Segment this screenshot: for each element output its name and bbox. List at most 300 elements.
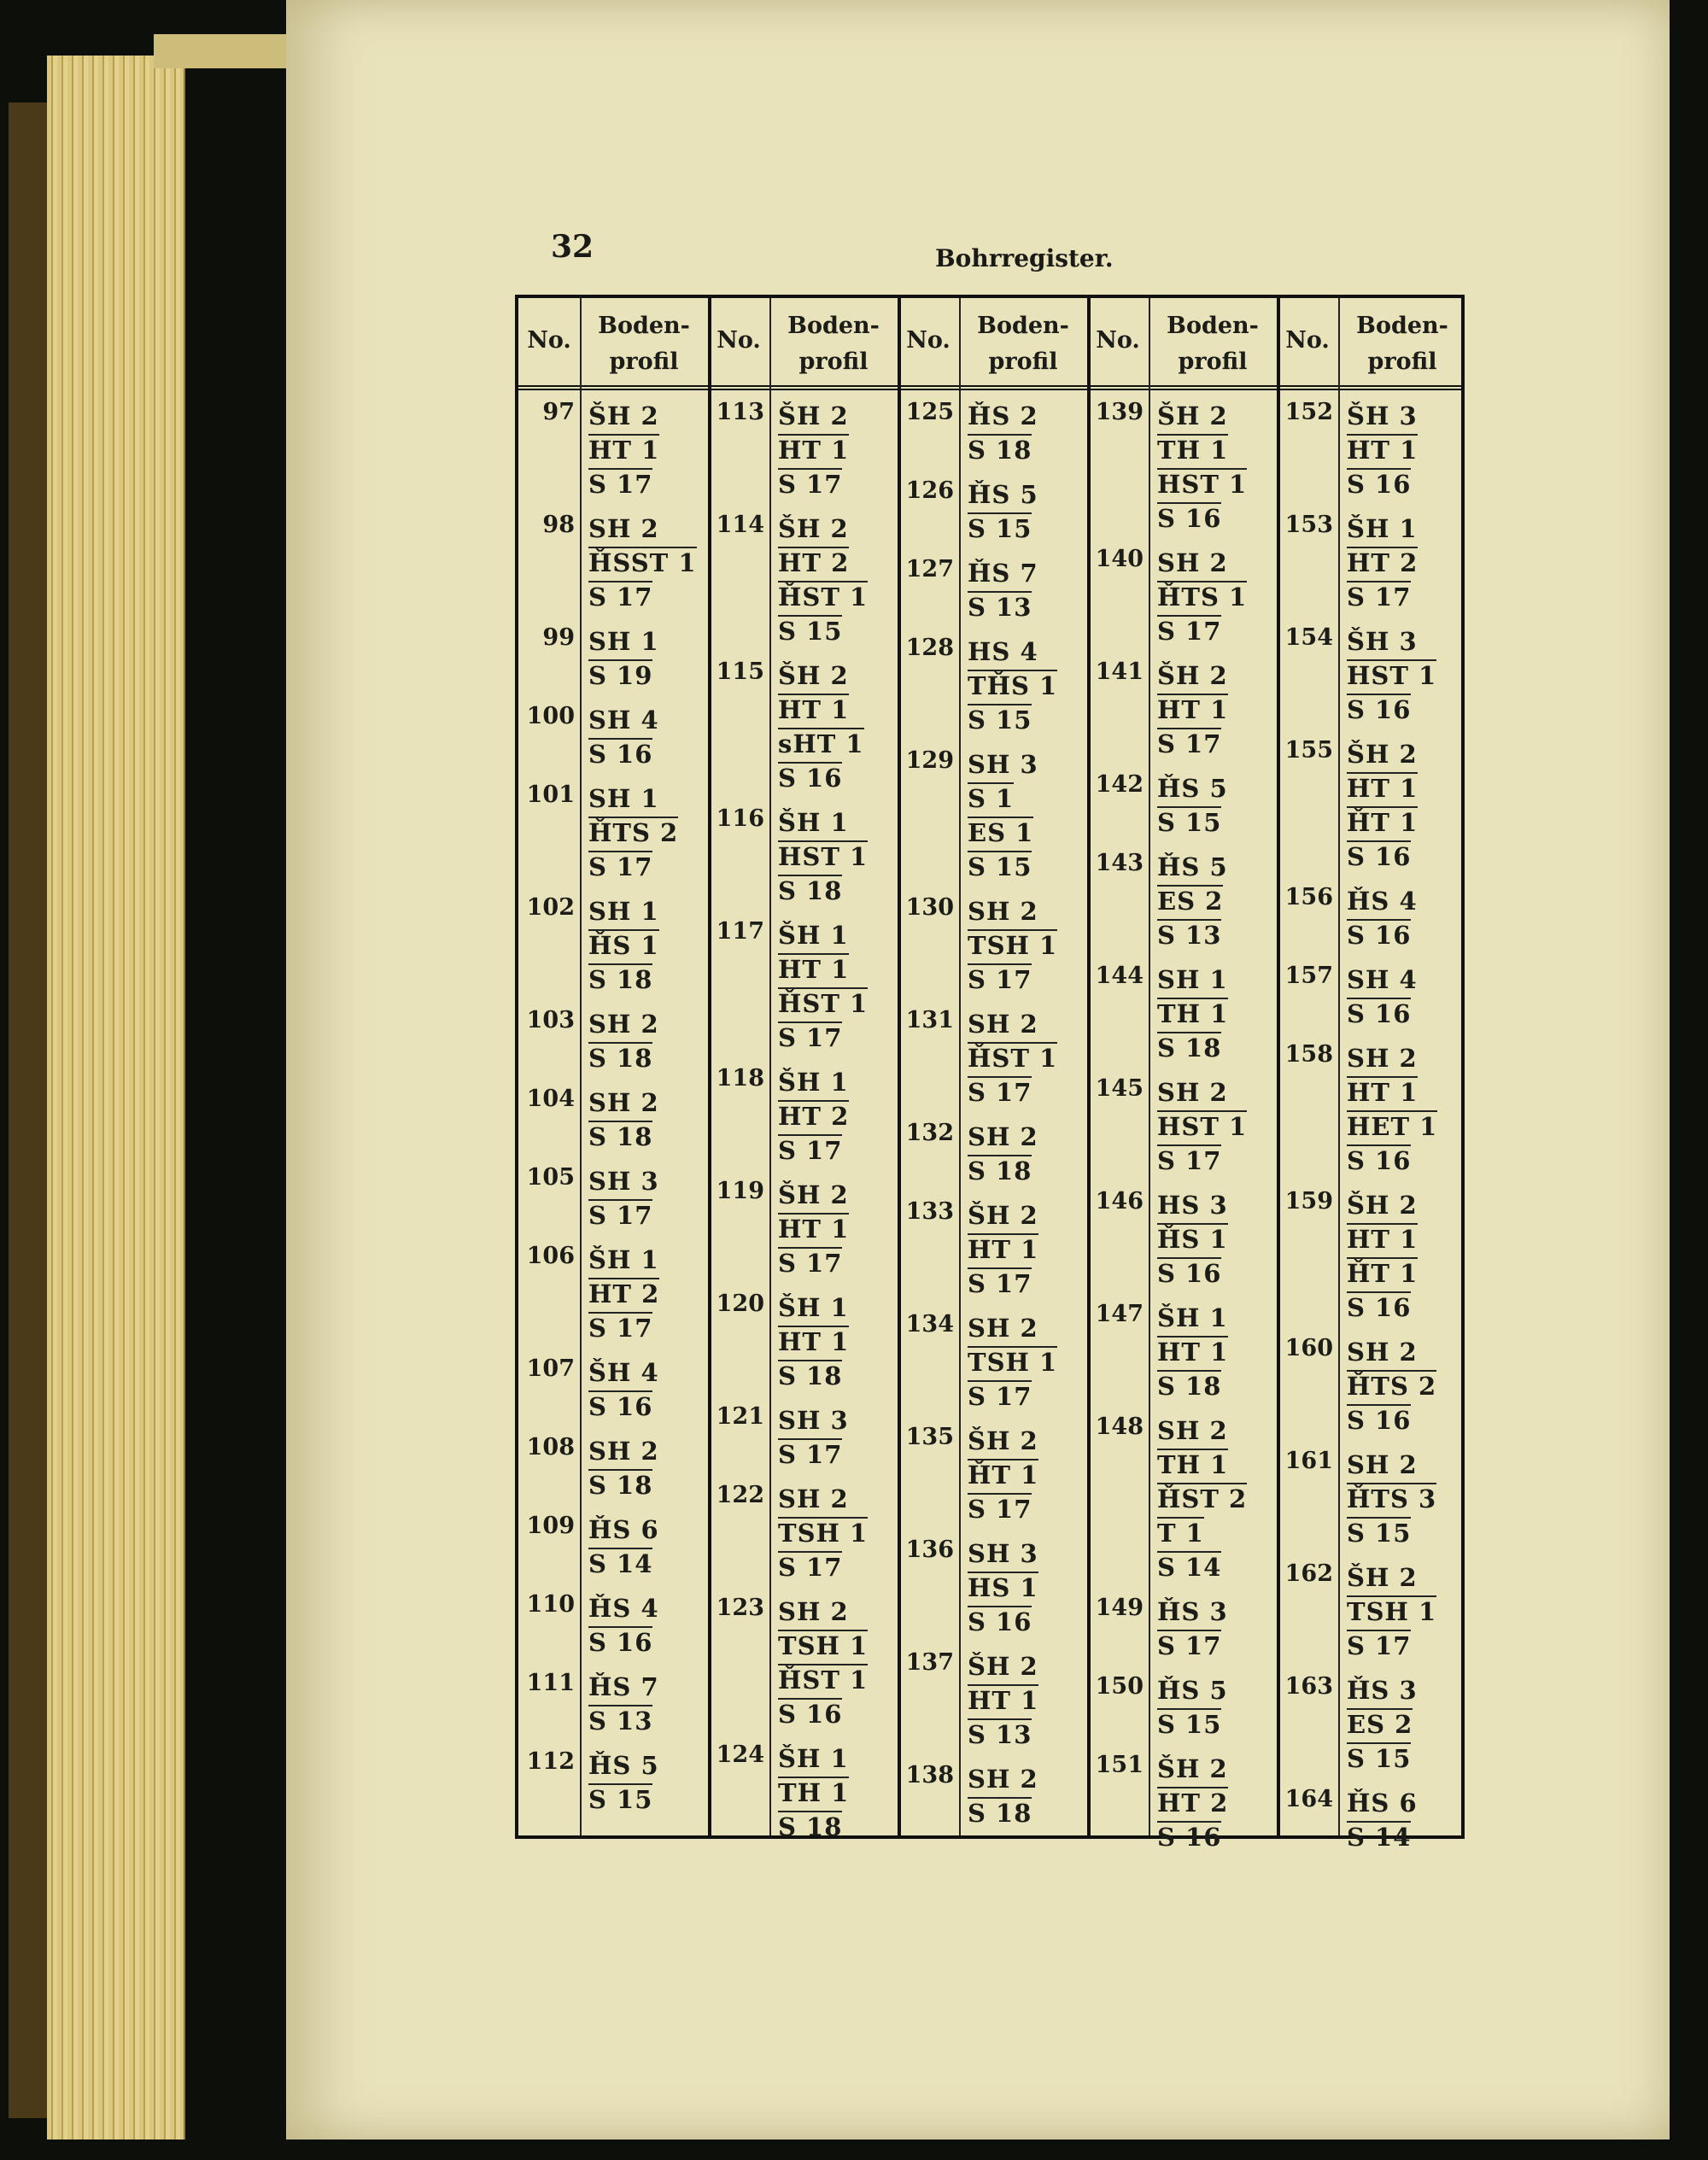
soil-layer: TSH 1	[778, 1631, 869, 1660]
soil-layer: HT 2	[588, 1279, 660, 1308]
soil-layer: S 17	[1157, 1631, 1222, 1660]
soil-layer: S 18	[778, 876, 843, 905]
soil-layer: ŠH 4	[588, 1358, 659, 1387]
soil-layer: ŠH 2	[968, 1426, 1038, 1455]
soil-layer: ŠH 1	[778, 921, 849, 950]
entry-number: 135	[905, 1424, 954, 1450]
register-entry	[708, 1595, 898, 1729]
soil-profile	[968, 1120, 1085, 1188]
register-entry	[1087, 1673, 1277, 1739]
soil-layer: ȞS 5	[1157, 1676, 1228, 1705]
soil-layer: S 16	[1347, 470, 1412, 499]
entry-number: 112	[526, 1748, 575, 1775]
soil-layer: SH 2	[1157, 1416, 1228, 1445]
register-entry	[898, 1649, 1087, 1749]
register-entry	[518, 512, 708, 612]
register-entry	[898, 1120, 1087, 1185]
soil-layer: TH 1	[1157, 999, 1229, 1028]
register-entry	[1087, 1414, 1277, 1582]
soil-layer: S 17	[1157, 617, 1222, 646]
entry-number: 101	[526, 781, 575, 808]
soil-profile	[968, 894, 1085, 997]
header-no: No.	[1096, 327, 1140, 354]
register-entry	[1087, 1595, 1277, 1660]
entry-number: 119	[716, 1178, 764, 1204]
soil-layer: S 16	[968, 1607, 1032, 1636]
soil-layer: S 16	[588, 740, 653, 769]
soil-layer: HT 1	[1157, 695, 1229, 724]
entry-number: 163	[1284, 1673, 1333, 1700]
register-entry	[518, 1164, 708, 1230]
soil-layer: ȞST 1	[778, 989, 869, 1018]
soil-layer: ȞT 1	[1347, 808, 1418, 837]
entry-number: 134	[905, 1311, 954, 1338]
soil-profile	[1157, 1414, 1275, 1584]
entry-number: 142	[1095, 771, 1144, 798]
soil-layer: S 17	[588, 470, 653, 499]
soil-layer: TȞS 1	[968, 671, 1058, 700]
register-entry	[708, 805, 898, 905]
register-entry	[1277, 1448, 1466, 1548]
soil-profile	[968, 1311, 1085, 1414]
soil-layer: S 16	[588, 1628, 653, 1657]
soil-layer: S 15	[588, 1785, 653, 1814]
entry-number: 113	[716, 399, 764, 425]
soil-profile	[968, 1424, 1085, 1526]
soil-layer: SH 2	[588, 1010, 659, 1039]
entry-number: 123	[716, 1595, 764, 1621]
soil-layer: S 16	[1347, 1406, 1412, 1435]
soil-layer: S 17	[588, 1314, 653, 1343]
entry-number: 121	[716, 1403, 764, 1430]
soil-profile	[968, 1649, 1085, 1752]
soil-layer: ȞS 7	[968, 559, 1038, 588]
soil-profile	[1157, 963, 1275, 1065]
entry-number: 160	[1284, 1335, 1333, 1361]
soil-profile	[1347, 399, 1465, 501]
soil-layer: HT 1	[968, 1235, 1039, 1264]
soil-layer: S 16	[1347, 1146, 1412, 1175]
register-entry	[1087, 850, 1277, 950]
soil-layer: S 15	[968, 514, 1032, 543]
soil-layer: ŠH 2	[1347, 740, 1418, 769]
soil-profile	[588, 1591, 706, 1660]
soil-layer: ȞTS 1	[1157, 582, 1248, 612]
soil-layer: HT 2	[778, 548, 850, 577]
soil-layer: ŠH 2	[1157, 1754, 1228, 1783]
soil-layer: S 15	[778, 617, 843, 646]
register-entry	[708, 1065, 898, 1165]
entry-number: 146	[1095, 1188, 1144, 1215]
soil-layer: ȞS 1	[1157, 1225, 1228, 1254]
entry-number: 141	[1095, 659, 1144, 685]
register-entry	[708, 512, 898, 646]
soil-layer: sHT 1	[778, 729, 864, 758]
soil-layer: S 16	[1157, 1259, 1222, 1288]
soil-layer: S 16	[778, 1700, 843, 1729]
soil-layer: S 17	[778, 1136, 843, 1165]
soil-layer: S 18	[778, 1361, 843, 1390]
register-entry	[708, 1291, 898, 1390]
soil-layer: ȞST 2	[1157, 1484, 1248, 1513]
register-entry	[898, 1198, 1087, 1298]
soil-layer: ȞS 3	[1157, 1597, 1228, 1626]
soil-profile	[1157, 1673, 1275, 1741]
soil-layer: S 18	[588, 1122, 653, 1151]
register-entry	[1087, 399, 1277, 533]
register-entry	[1087, 1752, 1277, 1852]
register-entry	[1277, 1041, 1466, 1175]
register-entry	[708, 1741, 898, 1841]
soil-layer: S 17	[1157, 729, 1222, 758]
soil-layer: ŠH 1	[778, 1744, 849, 1773]
header-no: No.	[717, 327, 761, 354]
entry-number: 145	[1095, 1075, 1144, 1102]
soil-layer: SH 3	[778, 1406, 849, 1435]
soil-layer: HT 1	[778, 436, 850, 465]
entry-number: 106	[526, 1243, 575, 1269]
entry-number: 120	[716, 1291, 764, 1317]
soil-layer: S 17	[778, 1249, 843, 1278]
soil-layer: TSH 1	[778, 1519, 869, 1548]
soil-layer: S 18	[588, 965, 653, 994]
entry-number: 99	[542, 624, 575, 651]
register-entry	[518, 1086, 708, 1151]
soil-layer: ȞS 5	[968, 480, 1038, 509]
soil-profile	[588, 1434, 706, 1502]
soil-layer: S 16	[778, 764, 843, 793]
soil-layer: HST 1	[1157, 1112, 1248, 1141]
soil-profile	[968, 1537, 1085, 1639]
soil-layer: ŠH 1	[1157, 1303, 1228, 1332]
soil-layer: SH 2	[588, 1437, 659, 1466]
register-entry	[898, 1007, 1087, 1107]
register-entry	[1277, 963, 1466, 1028]
soil-profile	[968, 1762, 1085, 1830]
soil-layer: ŠH 3	[1347, 401, 1418, 430]
soil-layer: HST 1	[778, 842, 869, 871]
header-bodenprofil-line1: Boden-	[1356, 313, 1448, 339]
entry-number: 105	[526, 1164, 575, 1191]
entry-number: 162	[1284, 1560, 1333, 1587]
soil-layer: S 1	[968, 784, 1015, 813]
entry-number: 107	[526, 1355, 575, 1382]
register-entry	[518, 894, 708, 994]
soil-layer: TH 1	[1157, 436, 1229, 465]
entry-number: 133	[905, 1198, 954, 1225]
soil-layer: HT 1	[968, 1686, 1039, 1715]
register-entry	[708, 1178, 898, 1278]
soil-layer: S 18	[1157, 1372, 1222, 1401]
soil-layer: S 17	[968, 965, 1032, 994]
bore-register-table	[515, 295, 1465, 1852]
soil-layer: S 16	[1157, 504, 1222, 533]
header-bodenprofil-line2: profil	[988, 348, 1058, 375]
soil-profile	[968, 635, 1085, 737]
soil-layer: ȞSST 1	[588, 548, 697, 577]
soil-layer: S 16	[1347, 1293, 1412, 1322]
entry-number: 148	[1095, 1414, 1144, 1440]
entry-number: 137	[905, 1649, 954, 1676]
soil-layer: HT 1	[778, 1215, 850, 1244]
soil-profile	[778, 1403, 896, 1472]
soil-layer: S 14	[1157, 1553, 1222, 1582]
soil-layer: S 18	[778, 1812, 843, 1841]
soil-layer: S 17	[1157, 1146, 1222, 1175]
soil-profile	[778, 918, 896, 1055]
header-no: No.	[527, 327, 571, 354]
soil-layer: HT 1	[778, 1327, 850, 1356]
entry-number: 139	[1095, 399, 1144, 425]
soil-layer: S 15	[968, 852, 1032, 881]
soil-layer: HST 1	[1157, 470, 1248, 499]
soil-layer: ȞTS 2	[1347, 1372, 1437, 1401]
entry-number: 164	[1284, 1786, 1333, 1812]
soil-layer: S 13	[1157, 921, 1222, 950]
entry-number: 98	[542, 512, 575, 538]
header-bodenprofil-line2: profil	[1178, 348, 1248, 375]
header-bodenprofil-line2: profil	[609, 348, 679, 375]
soil-profile	[588, 512, 706, 614]
entry-number: 97	[542, 399, 575, 425]
soil-profile	[588, 624, 706, 693]
soil-layer: ȞST 1	[778, 1665, 869, 1695]
soil-layer: ȞT 1	[1347, 1259, 1418, 1288]
soil-layer: ES 2	[1157, 887, 1224, 916]
entry-number: 159	[1284, 1188, 1333, 1215]
soil-layer: SH 2	[968, 1314, 1038, 1343]
entry-number: 127	[905, 556, 954, 582]
soil-layer: S 17	[588, 852, 653, 881]
soil-profile	[588, 399, 706, 501]
entry-number: 147	[1095, 1301, 1144, 1327]
soil-layer: SH 2	[588, 514, 659, 543]
soil-profile	[778, 1291, 896, 1393]
soil-layer: S 16	[1347, 695, 1412, 724]
soil-layer: S 17	[778, 470, 843, 499]
soil-layer: SH 2	[968, 1122, 1038, 1151]
register-entry	[898, 556, 1087, 622]
soil-layer: S 17	[1347, 1631, 1412, 1660]
register-entry	[1087, 659, 1277, 758]
register-entry	[518, 703, 708, 769]
entry-number: 129	[905, 747, 954, 774]
soil-layer: SH 2	[968, 897, 1038, 926]
entry-number: 150	[1095, 1673, 1144, 1700]
soil-layer: HS 1	[968, 1573, 1038, 1602]
soil-layer: S 16	[1347, 999, 1412, 1028]
entry-number: 156	[1284, 884, 1333, 910]
entry-number: 143	[1095, 850, 1144, 876]
soil-profile	[1347, 624, 1465, 727]
soil-layer: S 13	[588, 1706, 653, 1736]
soil-layer: HT 1	[778, 695, 850, 724]
register-entry	[1277, 624, 1466, 724]
soil-layer: HS 3	[1157, 1191, 1228, 1220]
entry-number: 100	[526, 703, 575, 729]
soil-layer: HT 1	[588, 436, 660, 465]
register-entry	[1277, 1560, 1466, 1660]
soil-layer: ȞS 4	[588, 1594, 659, 1623]
entry-number: 130	[905, 894, 954, 921]
soil-layer: SH 1	[588, 897, 659, 926]
soil-profile	[588, 1355, 706, 1424]
soil-layer: S 17	[968, 1078, 1032, 1107]
soil-profile	[1157, 771, 1275, 840]
soil-profile	[778, 1065, 896, 1168]
entry-number: 153	[1284, 512, 1333, 538]
entry-number: 108	[526, 1434, 575, 1460]
soil-profile	[1347, 1188, 1465, 1325]
register-entry	[1277, 1188, 1466, 1322]
entry-number: 140	[1095, 546, 1144, 572]
soil-layer: HT 2	[1347, 548, 1418, 577]
soil-layer: S 15	[968, 705, 1032, 735]
soil-profile	[588, 1086, 706, 1154]
soil-layer: ȞS 5	[1157, 852, 1228, 881]
register-entry	[1087, 546, 1277, 646]
soil-profile	[588, 1748, 706, 1817]
soil-layer: ŠH 2	[778, 1180, 849, 1209]
entry-number: 125	[905, 399, 954, 425]
entry-number: 161	[1284, 1448, 1333, 1474]
register-entry	[898, 894, 1087, 994]
register-entry	[518, 399, 708, 499]
entry-number: 104	[526, 1086, 575, 1112]
soil-profile	[1347, 512, 1465, 614]
soil-layer: ȞS 3	[1347, 1676, 1418, 1705]
soil-profile	[1157, 1075, 1275, 1178]
soil-layer: SH 2	[588, 1088, 659, 1117]
soil-profile	[588, 1513, 706, 1581]
soil-layer: ȞS 6	[588, 1515, 659, 1544]
soil-layer: S 15	[1157, 808, 1222, 837]
soil-profile	[588, 894, 706, 997]
page-number: 32	[551, 229, 594, 265]
header-bodenprofil-line1: Boden-	[787, 313, 880, 339]
register-entry	[898, 1762, 1087, 1828]
register-entry	[898, 1424, 1087, 1524]
soil-layer: HST 1	[1347, 661, 1437, 690]
soil-layer: S 18	[588, 1471, 653, 1500]
soil-layer: TH 1	[778, 1778, 850, 1807]
soil-layer: ȞT 1	[968, 1460, 1039, 1490]
soil-layer: S 13	[968, 1720, 1032, 1749]
header-no: No.	[1285, 327, 1330, 354]
entry-number: 132	[905, 1120, 954, 1146]
entry-number: 126	[905, 477, 954, 504]
soil-layer: TSH 1	[1347, 1597, 1437, 1626]
soil-layer: S 16	[1347, 842, 1412, 871]
soil-layer: ȞS 4	[1347, 887, 1418, 916]
running-title: Bohrregister.	[935, 244, 1114, 272]
soil-layer: ŠH 2	[1347, 1563, 1418, 1592]
soil-layer: TH 1	[1157, 1450, 1229, 1479]
entry-number: 109	[526, 1513, 575, 1539]
register-entry	[708, 1482, 898, 1582]
soil-layer: SH 1	[1157, 965, 1228, 994]
soil-layer: SH 1	[588, 784, 659, 813]
soil-layer: S 18	[968, 1799, 1032, 1828]
soil-layer: ȞS 5	[588, 1751, 659, 1780]
header-bodenprofil-line1: Boden-	[1167, 313, 1259, 339]
soil-layer: S 17	[778, 1553, 843, 1582]
register-entry	[1087, 1301, 1277, 1401]
entry-number: 102	[526, 894, 575, 921]
soil-layer: S 17	[778, 1440, 843, 1469]
soil-profile	[588, 1243, 706, 1345]
soil-profile	[1157, 1301, 1275, 1403]
register-entry	[1087, 963, 1277, 1062]
soil-layer: ŠH 2	[968, 1652, 1038, 1681]
soil-layer: HT 2	[778, 1102, 850, 1131]
soil-layer: S 16	[588, 1392, 653, 1421]
soil-profile	[1157, 1752, 1275, 1854]
register-entry	[518, 1670, 708, 1736]
register-entry	[898, 747, 1087, 881]
header-bodenprofil-line1: Boden-	[598, 313, 690, 339]
entry-number: 151	[1095, 1752, 1144, 1778]
register-entry	[708, 659, 898, 793]
soil-layer: S 17	[588, 582, 653, 612]
entry-number: 154	[1284, 624, 1333, 651]
soil-profile	[968, 477, 1085, 546]
soil-layer: S 13	[968, 593, 1032, 622]
soil-profile	[968, 1007, 1085, 1109]
soil-layer: ȞS 6	[1347, 1788, 1418, 1818]
soil-layer: SH 2	[778, 1484, 849, 1513]
soil-layer: S 16	[1347, 921, 1412, 950]
soil-profile	[1157, 1188, 1275, 1291]
soil-layer: S 17	[778, 1023, 843, 1052]
soil-profile	[1347, 1560, 1465, 1663]
soil-layer: S 16	[1157, 1823, 1222, 1852]
soil-profile	[588, 1670, 706, 1738]
entry-number: 110	[526, 1591, 575, 1618]
register-entry	[518, 1748, 708, 1814]
soil-profile	[1157, 546, 1275, 648]
entry-number: 136	[905, 1537, 954, 1563]
soil-layer: ŠH 2	[1157, 661, 1228, 690]
header-no: No.	[906, 327, 951, 354]
soil-layer: ŠH 2	[968, 1201, 1038, 1230]
soil-layer: SH 3	[588, 1167, 659, 1196]
entry-number: 114	[716, 512, 764, 538]
soil-layer: ŠH 1	[1347, 514, 1418, 543]
register-entry	[518, 624, 708, 690]
soil-profile	[588, 781, 706, 884]
entry-number: 157	[1284, 963, 1333, 989]
header-bodenprofil-line2: profil	[1367, 348, 1437, 375]
soil-layer: S 17	[588, 1201, 653, 1230]
soil-profile	[778, 1595, 896, 1731]
soil-layer: SH 2	[1347, 1044, 1418, 1073]
soil-layer: ȞTS 2	[588, 818, 679, 847]
soil-layer: HT 1	[778, 955, 850, 984]
entry-number: 124	[716, 1741, 764, 1768]
register-entry	[518, 1434, 708, 1500]
soil-layer: ȞS 5	[1157, 774, 1228, 803]
soil-layer: ŠH 2	[1347, 1191, 1418, 1220]
soil-profile	[778, 1178, 896, 1280]
soil-layer: S 15	[1157, 1710, 1222, 1739]
soil-profile	[968, 747, 1085, 884]
soil-layer: SH 2	[778, 1597, 849, 1626]
soil-profile	[968, 1198, 1085, 1301]
register-entry	[898, 1311, 1087, 1411]
soil-layer: HT 1	[1347, 1078, 1418, 1107]
soil-layer: ŠH 2	[1157, 401, 1228, 430]
